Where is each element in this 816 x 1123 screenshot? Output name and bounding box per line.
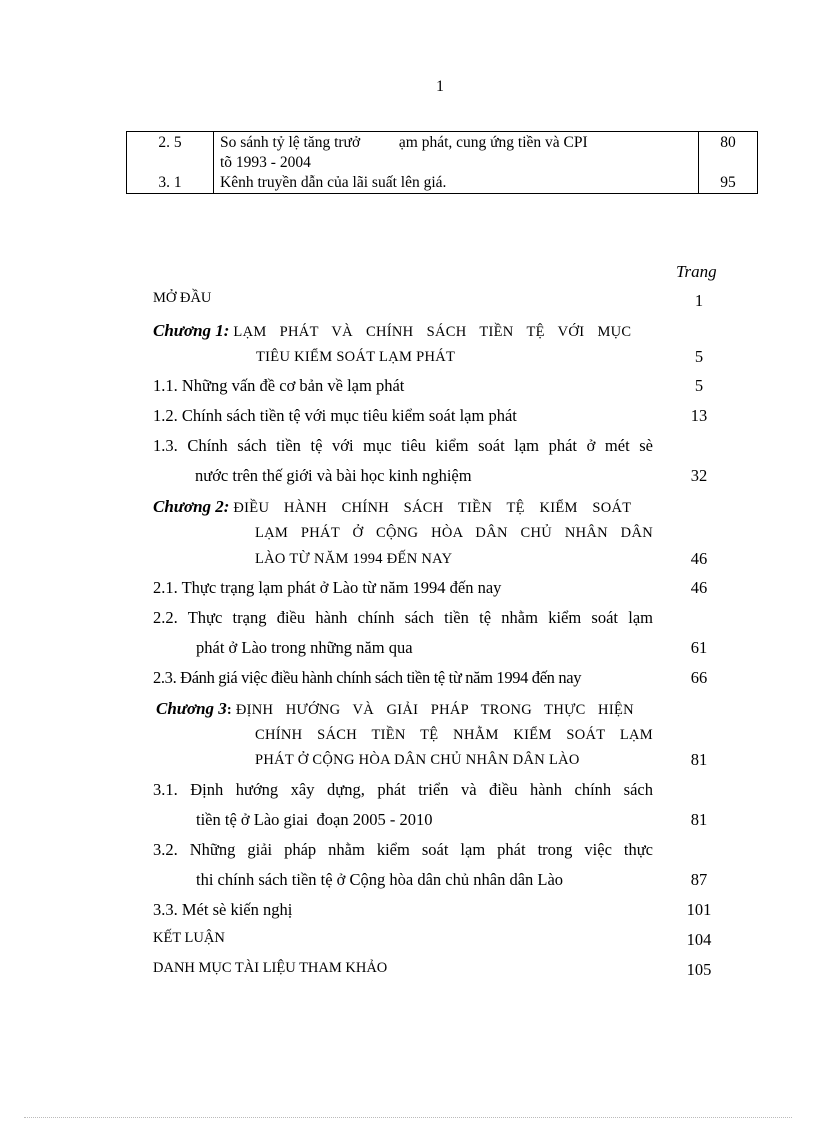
toc-page-number: 61: [690, 638, 708, 657]
toc-chapter-3[interactable]: [156, 699, 634, 719]
toc-intro[interactable]: MỞ ĐẦU: [153, 290, 212, 306]
toc-section-line: 2.2. Thực trạng điều hành chính sách tiền tệ nhằm kiểm soát lạm: [153, 608, 653, 627]
figure-number: 3. 1: [127, 173, 214, 194]
figure-title-line: So sánh tỷ lệ tăng trưở ạm phát, cung ứng tiền và CPI: [220, 134, 588, 151]
table-row: [127, 173, 758, 194]
toc-section-3-1[interactable]: [153, 780, 653, 800]
toc-section-line: 3.1. Định hướng xây dựng, phát triển và điều hành chính sách: [153, 780, 653, 799]
chapter-title-line: LÀO TỪ NĂM 1994 ĐẾN NAY: [255, 551, 453, 567]
toc-page-number: 1: [694, 291, 704, 310]
toc-section-line: phát ở Lào trong những năm qua: [196, 638, 413, 657]
toc-section-line: 3.2. Những giải pháp nhằm kiểm soát lạm phát trong việc thực: [153, 840, 653, 859]
toc-section-line: 1.3. Chính sách tiền tệ với mục tiêu kiểm soát lạm phát ở mét sè: [153, 436, 653, 455]
chapter-title-line: TIÊU KIỂM SOÁT LẠM PHÁT: [256, 349, 456, 365]
toc-page-number: 87: [690, 870, 708, 889]
chapter-title-line: ĐIỀU HÀNH CHÍNH SÁCH TIỀN TỆ KIỂM SOÁT: [233, 500, 632, 516]
toc-section-2-3[interactable]: 2.3. Đánh giá việc điều hành chính sách tiền tệ từ năm 1994 đến nay: [153, 668, 582, 687]
chapter-title-line: PHÁT Ở CỘNG HÒA DÂN CHỦ NHÂN DÂN LÀO: [255, 752, 580, 768]
chapter-label: Chương 3: [156, 699, 227, 718]
chapter-title-line: LẠM PHÁT Ở CỘNG HÒA DÂN CHỦ NHÂN DÂN: [255, 525, 653, 541]
chapter-label-colon: :: [226, 702, 232, 718]
toc-section-1-1[interactable]: 1.1. Những vấn đề cơ bản về lạm phát: [153, 376, 405, 395]
toc-page-number: 81: [690, 810, 708, 829]
toc-page-number: 101: [686, 900, 712, 919]
toc-conclusion[interactable]: KẾT LUẬN: [153, 930, 225, 946]
page-bottom-rule: [24, 1117, 792, 1118]
toc-section-3-2[interactable]: [153, 840, 653, 860]
toc-page-number: 5: [694, 376, 704, 395]
toc-page-number: 104: [686, 930, 712, 949]
toc-section-2-2[interactable]: [153, 608, 653, 628]
toc-page-number: 13: [690, 406, 708, 425]
page-number: 1: [436, 78, 444, 95]
figure-title-line: tõ 1993 - 2004: [220, 154, 311, 171]
toc-page-header: Trang: [676, 262, 717, 281]
figure-list-table: [126, 131, 758, 194]
figure-title: Kênh truyền dẫn của lãi suất lên giá.: [214, 173, 699, 194]
figure-number: 2. 5: [127, 132, 214, 174]
figure-page: 95: [699, 173, 758, 194]
toc-section-2-1[interactable]: 2.1. Thực trạng lạm phát ở Lào từ năm 1994 đến nay: [153, 578, 502, 597]
chapter-title-line: LẠM PHÁT VÀ CHÍNH SÁCH TIỀN TỆ VỚI MỤC: [233, 324, 632, 340]
chapter-label: Chương 2:: [153, 497, 230, 516]
table-row: [127, 132, 758, 174]
toc-chapter-1[interactable]: [153, 321, 653, 341]
toc-page-number: 46: [690, 549, 708, 568]
toc-section-line: tiền tệ ở Lào giai đoạn 2005 - 2010: [196, 810, 433, 829]
toc-section-1-3[interactable]: [153, 436, 653, 456]
toc-page-number: 81: [690, 750, 708, 769]
chapter-title-line: CHÍNH SÁCH TIỀN TỆ NHẰM KIỂM SOÁT LẠM: [255, 727, 653, 743]
toc-page-number: 66: [690, 668, 708, 687]
toc-page-number: 46: [690, 578, 708, 597]
toc-chapter-2[interactable]: [153, 497, 631, 517]
toc-section-3-3[interactable]: 3.3. Mét sè kiến nghị: [153, 900, 293, 919]
figure-page: 80: [699, 132, 758, 174]
toc-references[interactable]: DANH MỤC TÀI LIỆU THAM KHẢO: [153, 960, 388, 976]
toc-page-number: 105: [686, 960, 712, 979]
toc-page-number: 5: [694, 347, 704, 366]
figure-title: [214, 132, 699, 174]
toc-page-number: 32: [690, 466, 708, 485]
chapter-label: Chương 1:: [153, 321, 230, 340]
toc-section-line: nước trên thế giới và bài học kinh nghiệm: [195, 466, 472, 485]
chapter-title-line: ĐỊNH HƯỚNG VÀ GIẢI PHÁP TRONG THỰC HIỆN: [235, 702, 634, 718]
toc-section-line: thi chính sách tiền tệ ở Cộng hòa dân chủ nhân dân Lào: [196, 870, 564, 889]
toc-section-1-2[interactable]: 1.2. Chính sách tiền tệ với mục tiêu kiểm soát lạm phát: [153, 406, 517, 425]
